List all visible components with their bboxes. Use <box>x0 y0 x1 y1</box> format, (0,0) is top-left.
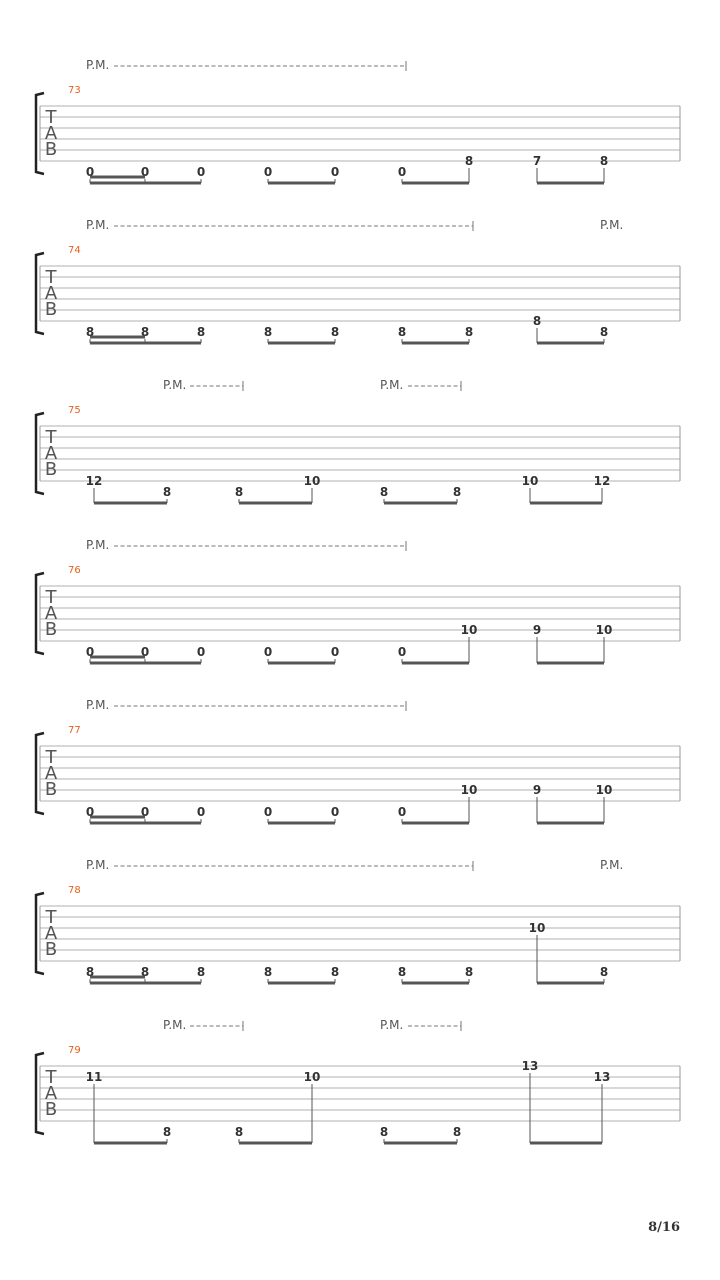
fret-number: 8 <box>379 1125 389 1139</box>
tab-clef-letter: B <box>44 1099 58 1120</box>
tab-clef-letter: A <box>44 603 58 624</box>
fret-number: 12 <box>85 474 103 488</box>
fret-number: 0 <box>85 165 95 179</box>
fret-number: 8 <box>140 325 150 339</box>
fret-number: 8 <box>196 965 206 979</box>
fret-number: 8 <box>263 325 273 339</box>
palm-mute-label: P.M. <box>380 1018 404 1032</box>
fret-number: 8 <box>397 965 407 979</box>
tab-clef-letter: B <box>44 139 58 160</box>
tab-clef-letter: T <box>45 107 57 128</box>
tab-clef-letter: A <box>44 123 58 144</box>
palm-mute-label: P.M. <box>86 538 110 552</box>
fret-number: 10 <box>521 474 539 488</box>
fret-number: 10 <box>595 783 613 797</box>
fret-number: 8 <box>452 1125 462 1139</box>
tab-clef-letter: B <box>44 779 58 800</box>
fret-number: 0 <box>263 165 273 179</box>
tab-clef-letter: T <box>45 907 57 928</box>
tab-clef-letter: B <box>44 459 58 480</box>
fret-number: 7 <box>532 154 542 168</box>
fret-number: 8 <box>532 314 542 328</box>
fret-number: 0 <box>263 645 273 659</box>
tab-clef-letter: B <box>44 939 58 960</box>
fret-number: 0 <box>263 805 273 819</box>
tab-clef-letter: A <box>44 1083 58 1104</box>
fret-number: 11 <box>85 1070 103 1084</box>
palm-mute-label: P.M. <box>86 858 110 872</box>
palm-mute-label: P.M. <box>600 218 624 232</box>
measure-number: 73 <box>68 85 81 96</box>
fret-number: 0 <box>397 805 407 819</box>
measure-number: 77 <box>68 725 81 736</box>
palm-mute-label: P.M. <box>86 698 110 712</box>
fret-number: 0 <box>140 805 150 819</box>
fret-number: 10 <box>460 623 478 637</box>
tab-clef-letter: T <box>45 747 57 768</box>
tab-clef-letter: T <box>45 587 57 608</box>
measure-number: 76 <box>68 565 81 576</box>
fret-number: 0 <box>397 165 407 179</box>
measure-number: 79 <box>68 1045 81 1056</box>
palm-mute-label: P.M. <box>163 378 187 392</box>
fret-number: 8 <box>464 325 474 339</box>
fret-number: 8 <box>162 485 172 499</box>
fret-number: 10 <box>460 783 478 797</box>
fret-number: 0 <box>85 645 95 659</box>
fret-number: 8 <box>330 965 340 979</box>
fret-number: 10 <box>303 1070 321 1084</box>
fret-number: 8 <box>464 154 474 168</box>
fret-number: 8 <box>330 325 340 339</box>
fret-number: 13 <box>593 1070 611 1084</box>
fret-number: 8 <box>85 965 95 979</box>
fret-number: 8 <box>464 965 474 979</box>
fret-number: 9 <box>532 783 542 797</box>
fret-number: 0 <box>196 805 206 819</box>
tab-clef-letter: A <box>44 443 58 464</box>
fret-number: 8 <box>397 325 407 339</box>
fret-number: 0 <box>397 645 407 659</box>
measure-number: 74 <box>68 245 81 256</box>
fret-number: 13 <box>521 1059 539 1073</box>
tab-clef-letter: A <box>44 923 58 944</box>
palm-mute-label: P.M. <box>86 58 110 72</box>
fret-number: 8 <box>599 325 609 339</box>
fret-number: 8 <box>234 1125 244 1139</box>
fret-number: 0 <box>196 645 206 659</box>
fret-number: 10 <box>303 474 321 488</box>
fret-number: 0 <box>85 805 95 819</box>
tab-clef-letter: A <box>44 283 58 304</box>
page-number: 8/16 <box>648 1220 680 1235</box>
tab-clef-letter: T <box>45 1067 57 1088</box>
fret-number: 10 <box>595 623 613 637</box>
fret-number: 8 <box>85 325 95 339</box>
tab-clef-letter: B <box>44 619 58 640</box>
palm-mute-label: P.M. <box>163 1018 187 1032</box>
fret-number: 8 <box>599 965 609 979</box>
fret-number: 10 <box>528 921 546 935</box>
fret-number: 8 <box>263 965 273 979</box>
fret-number: 8 <box>196 325 206 339</box>
palm-mute-label: P.M. <box>86 218 110 232</box>
fret-number: 9 <box>532 623 542 637</box>
fret-number: 0 <box>330 645 340 659</box>
palm-mute-label: P.M. <box>600 858 624 872</box>
measure-number: 78 <box>68 885 81 896</box>
fret-number: 0 <box>330 805 340 819</box>
tab-clef-letter: T <box>45 267 57 288</box>
fret-number: 8 <box>140 965 150 979</box>
fret-number: 8 <box>379 485 389 499</box>
fret-number: 0 <box>140 165 150 179</box>
tab-clef-letter: A <box>44 763 58 784</box>
fret-number: 8 <box>599 154 609 168</box>
fret-number: 0 <box>330 165 340 179</box>
tab-clef-letter: B <box>44 299 58 320</box>
fret-number: 0 <box>140 645 150 659</box>
fret-number: 0 <box>196 165 206 179</box>
fret-number: 8 <box>452 485 462 499</box>
fret-number: 12 <box>593 474 611 488</box>
fret-number: 8 <box>162 1125 172 1139</box>
fret-number: 8 <box>234 485 244 499</box>
palm-mute-label: P.M. <box>380 378 404 392</box>
measure-number: 75 <box>68 405 81 416</box>
tab-clef-letter: T <box>45 427 57 448</box>
